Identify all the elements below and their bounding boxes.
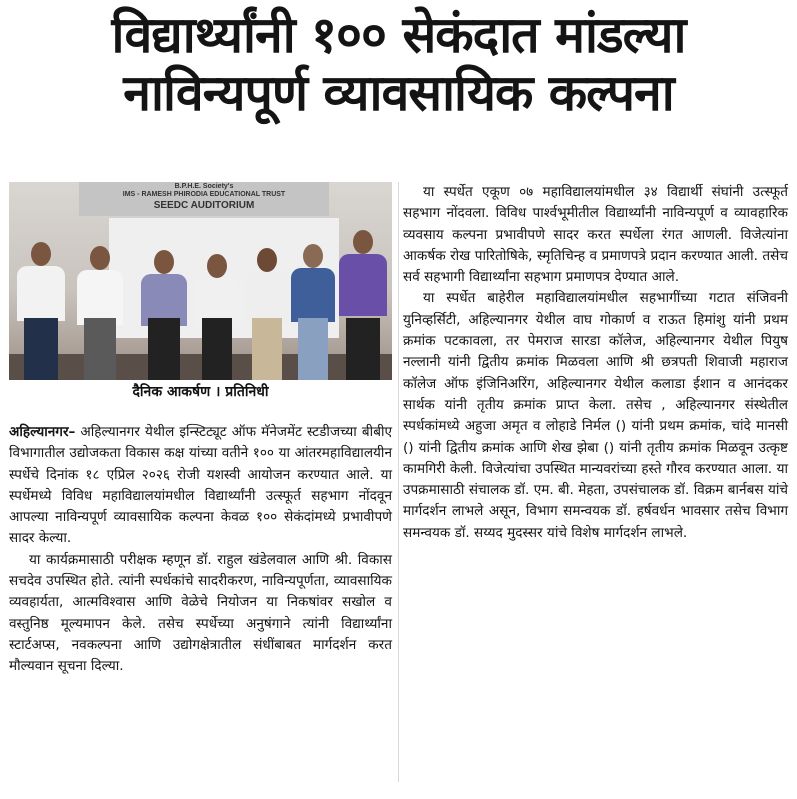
headline — [0, 6, 797, 122]
photo-caption: दैनिक आकर्षण । प्रतिनिधी — [132, 384, 269, 400]
dateline: अहिल्यानगर– — [9, 424, 76, 440]
article-left-column — [9, 422, 392, 678]
auditorium-banner — [79, 182, 329, 216]
headline-line-2: नाविन्यपूर्ण व्यावसायिक कल्पना — [123, 64, 674, 122]
person-figure — [141, 248, 187, 380]
person-figure — [195, 252, 239, 380]
person-figure — [339, 228, 387, 380]
banner-line-2: IMS - RAMESH PHIRODIA EDUCATIONAL TRUST — [122, 191, 286, 198]
person-figure — [17, 240, 65, 380]
headline-line-1: विद्यार्थ्यांनी १०० सेकंदात मांडल्या — [111, 6, 686, 64]
banner-line-1: B.P.H.E. Society's — [174, 183, 234, 190]
banner-line-3: SEEDC AUDITORIUM — [153, 200, 255, 211]
person-figure — [77, 244, 123, 380]
article-right-column — [403, 182, 788, 544]
paragraph-text: अहिल्यानगर येथील इन्स्टिट्यूट ऑफ मॅनेजमेंट स्टडीजच्या बीबीए विभागातील उद्योजकता विकास कक्ष यांच्या वतीने १०० या आंतरमहाविद्यालयीन स्पर्धेचे दिनांक १८ एप्रिल २०२६ रोजी यशस्वी आयोजन करण्यात आले. या स्पर्धेमध्ये विविध महाविद्यालयांमधील विद्यार्थ्यांनी उत्स्फूर्त सहभाग नोंदवून आपल्या नाविन्यपूर्ण व्यावसायिक कल्पना केवळ १०० सेकंदांमध्ये प्रभावीपणे सादर केल्या. — [9, 424, 392, 547]
person-figure — [245, 246, 289, 380]
article-paragraph: या कार्यक्रमासाठी परीक्षक म्हणून डॉ. राहुल खंडेलवाल आणि श्री. विकास सचदेव उपस्थित होते. त्यांनी स्पर्धकांचे सादरीकरण, नाविन्यपूर्णता, व्यावसायिक व्यवहार्यता, आत्मविश्वास आणि वेळेचे नियोजन या निकषांवर सखोल व वस्तुनिष्ठ मूल्यमापन केले. तसेच स्पर्धेच्या अनुषंगाने त्यांनी विद्यार्थ्यांना स्टार्टअप्स, नवकल्पना आणि उद्योगक्षेत्रातील संधींबाबत मार्गदर्शन करत मौल्यवान सूचना दिल्या. — [9, 551, 392, 675]
article-paragraph — [9, 422, 392, 550]
person-figure — [291, 242, 335, 380]
article-paragraph: या स्पर्धेत बाहेरील महाविद्यालयांमधील सहभागींच्या गटात संजिवनी युनिव्हर्सिटी, अहिल्यानगर येथील वाघ गोकार्ण व राऊत हिमांशु यांनी प्रथम क्रमांक पटकावला, तर पेमराज सारडा कॉलेज, अहिल्यानगर येथील पियुष नल्लानी यांनी द्वितीय क्रमांक मिळवला आणि श्री छत्रपती शिवाजी महाराज कॉलेज ऑफ इंजिनिअरिंग, अहिल्यानगर येथील कलाडा ईशान व आनंदकर सार्थक यांनी तृतीय क्रमांक प्राप्त केला. तसेच , अहिल्यानगर संस्थेतील स्पर्धकांमध्ये अहुजा अमृत व लोहाडे निर्मल () यांनी प्रथम क्रमांक, चांदे मानसी () यांनी द्वितीय क्रमांक आणि शेख झेबा () यांनी तृतीय क्रमांक मिळवून उत्कृष्ट कामगिरी केली. विजेत्यांचा उपस्थित मान्यवरांच्या हस्ते गौरव करण्यात आला. या उपक्रमासाठी संचालक डॉ. एम. बी. मेहता, उपसंचालक डॉ. विक्रम बार्नबस यांचे मार्गदर्शन लाभले असून, विभाग समन्वयक डॉ. हर्षवर्धन भावसार तसेच विभाग समन्वयक डॉ. सय्यद मुदस्सर यांचे विशेष मार्गदर्शन लाभले. — [403, 290, 788, 541]
news-photo — [9, 182, 392, 380]
column-divider — [398, 182, 399, 782]
article-paragraph: या स्पर्धेत एकूण ०७ महाविद्यालयांमधील ३४ विद्यार्थी संघांनी उत्स्फूर्त सहभाग नोंदवला. विविध पार्श्वभूमीतील विद्यार्थ्यांनी नाविन्यपूर्ण व व्यावहारिक व्यवसाय कल्पना प्रभावीपणे सादर करत स्पर्धेला रंगत आणली. विजेत्यांना आकर्षक रोख पारितोषिके, स्मृतिचिन्ह व प्रमाणपत्रे प्रदान करण्यात आली. तसेच सर्व सहभागी विद्यार्थ्यांना सहभाग प्रमाणपत्र देण्यात आले. — [403, 184, 788, 286]
